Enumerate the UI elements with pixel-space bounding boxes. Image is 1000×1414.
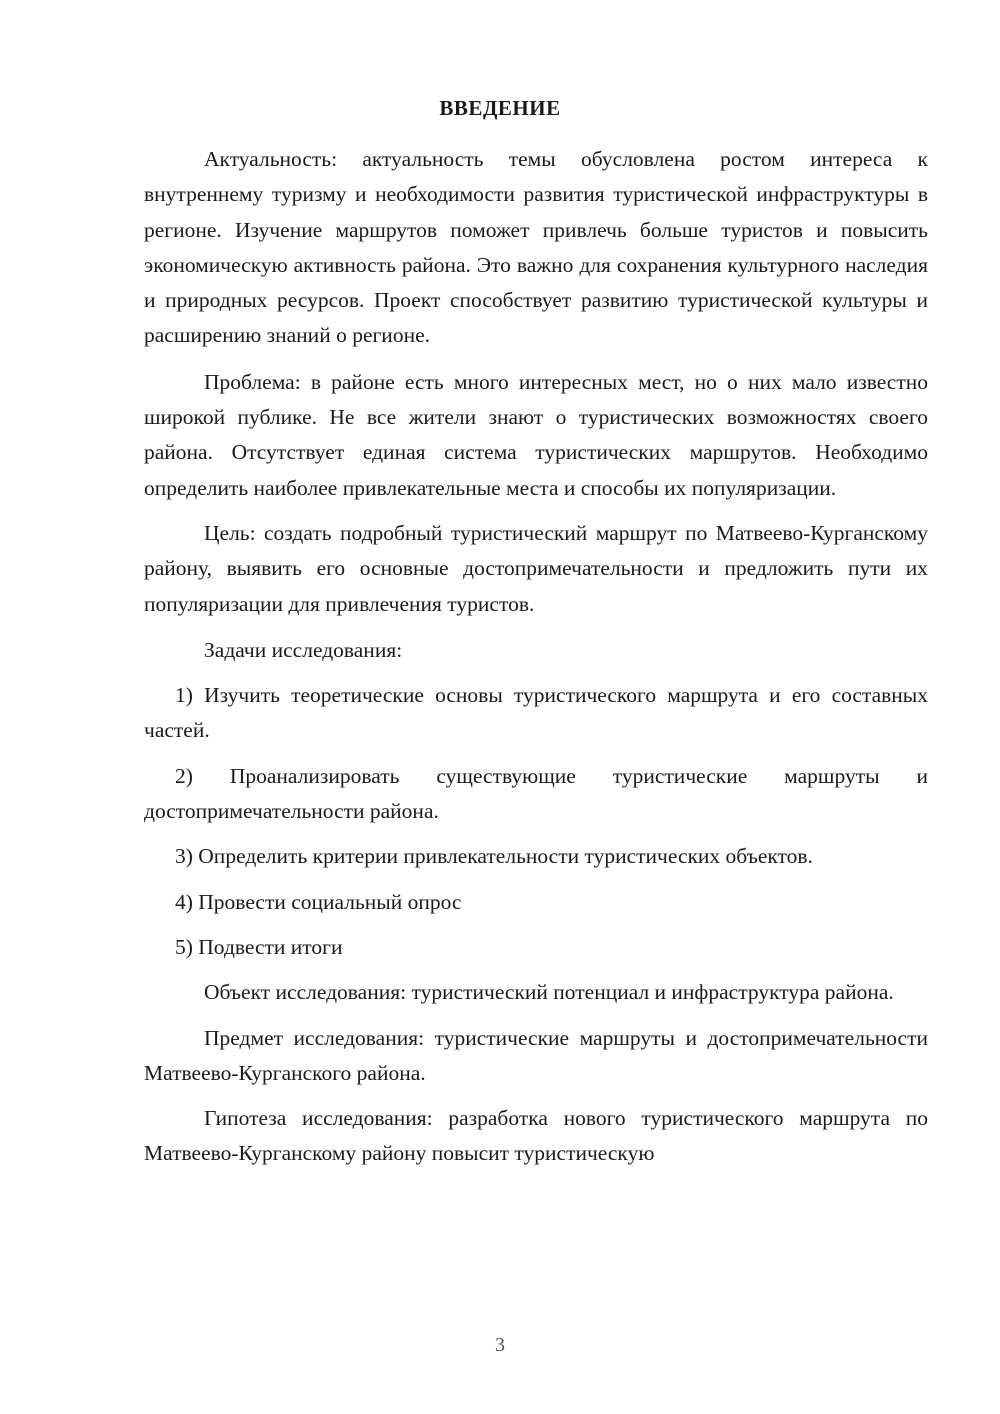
task-item-4: 4) Провести социальный опрос (175, 889, 462, 914)
task-item-3: 3) Определить критерии привлекательности туристических объектов. (175, 844, 813, 869)
paragraph-goal: Цель: создать подробный туристический маршрут по Матвеево-Курганскому району, выявить его основные достопримечательности и предложить пути их популяризации для привлечения туристов. (144, 520, 928, 616)
paragraph-problem: Проблема: в районе есть много интересных мест, но о них мало известно широкой публике. Не все жители знают о туристических возможностях своего района. Отсутствует единая система туристических маршрутов. Необходимо определить наиболее привлекательные места и способы их популяризации. (144, 369, 928, 500)
paragraph-hypothesis: Гипотеза исследования: разработка нового туристического маршрута по Матвеево-Курганскому району повысит туристическую (144, 1106, 928, 1166)
paragraph-object: Объект исследования: туристический потенциал и инфраструктура района. (204, 980, 894, 1005)
tasks-heading: Задачи исследования: (204, 637, 403, 662)
document-body (144, 142, 928, 1172)
page-number: 3 (495, 1334, 505, 1356)
paragraph-subject: Предмет исследования: туристические маршруты и достопримечательности Матвеево-Курганского района. (144, 1025, 928, 1085)
page-title: ВВЕДЕНИЕ (439, 96, 561, 120)
task-item-5: 5) Подвести итоги (175, 934, 343, 959)
task-item-1: 1) Изучить теоретические основы туристического маршрута и его составных частей. (144, 683, 928, 743)
paragraph-relevance: Актуальность: актуальность темы обусловлена ростом интереса к внутреннему туризму и необходимости развития туристической инфраструктуры в регионе. Изучение маршрутов поможет привлечь больше туристов и повысить экономическую активность района. Это важно для сохранения культурного наследия и природных ресурсов. Проект способствует развитию туристической культуры и расширению знаний о регионе. (144, 147, 928, 348)
task-item-2: 2) Проанализировать существующие туристические маршруты и достопримечательности района. (144, 763, 928, 824)
